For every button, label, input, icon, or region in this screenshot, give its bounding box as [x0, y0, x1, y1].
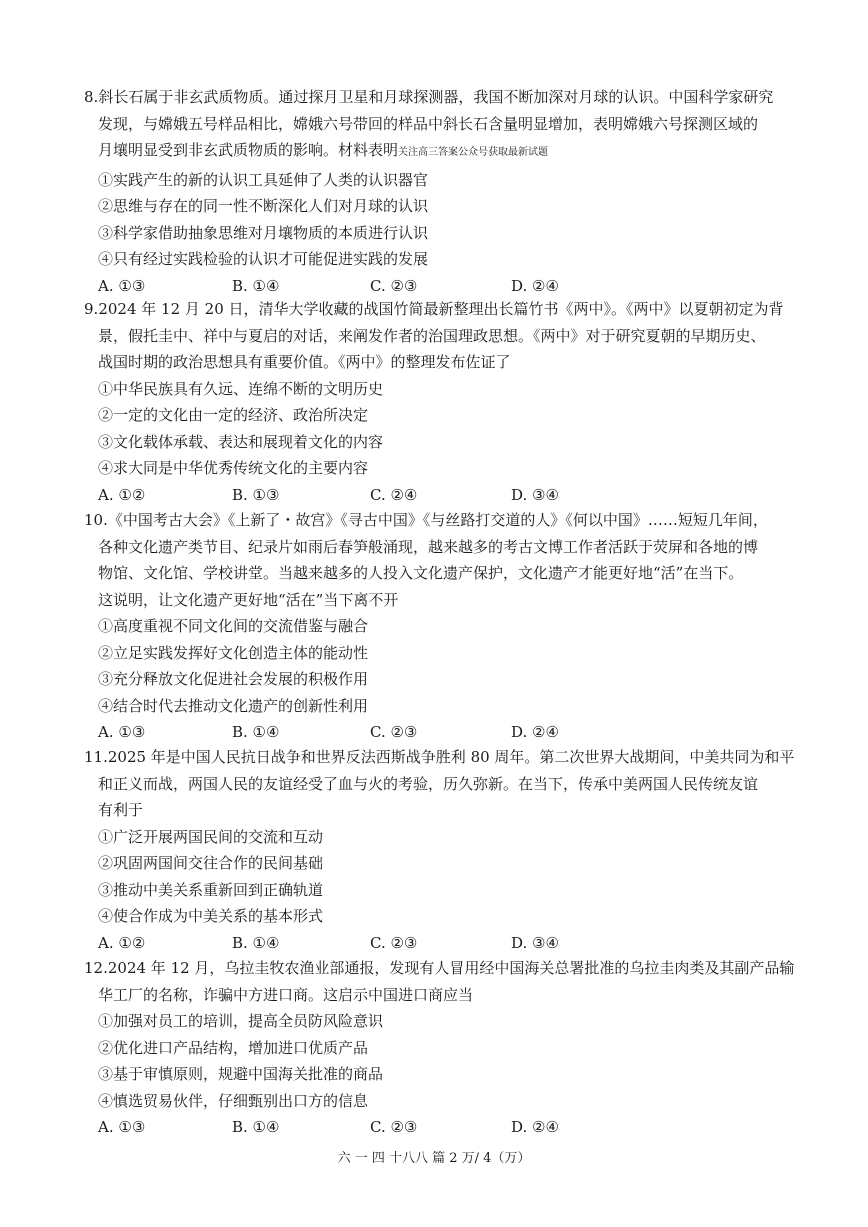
stem-line: 景，假托圭中、祥中与夏启的对话，来阐发作者的治国理政思想。《两中》对于研究夏朝的早期历史、: [98, 326, 766, 345]
option-line: ③基于审慎原则，规避中国海关批准的商品: [98, 1065, 384, 1083]
answer-choices: [84, 1114, 800, 1141]
choice-d: D. ②④: [511, 276, 559, 295]
choice-b: B. ①④: [232, 723, 280, 741]
page-footer: 六 一 四 十八八 篇 2 万/ 4（万）: [337, 1151, 531, 1166]
stem-line: 斜长石属于非玄武质物质。通过探月卫星和月球探测器，我国不断加深对月球的认识。中国科学家研究: [98, 88, 774, 106]
option-line: ③科学家借助抽象思维对月壤物质的本质进行认识: [98, 223, 429, 242]
choice-a: A. ①③: [98, 723, 146, 741]
choice-b: B. ①④: [232, 933, 280, 952]
question-stem: [84, 955, 800, 1008]
stem-line: 发现，与嫦娥五号样品相比，嫦娥六号带回的样品中斜长石含量明显增加，表明嫦娥六号探测区域的: [98, 114, 759, 133]
option-line: ③文化载体承载、表达和展现着文化的内容: [98, 432, 384, 451]
option-line: ①加强对员工的培训，提高全员防风险意识: [98, 1012, 384, 1030]
option-line: ②优化进口产品结构，增加进口优质产品: [98, 1038, 369, 1057]
question-number: 11.: [84, 748, 108, 766]
choice-d: D. ③④: [511, 485, 559, 504]
choice-b: B. ①④: [232, 1118, 280, 1136]
stem-line: 华工厂的名称，诈骗中方进口商。这启示中国进口商应当: [98, 985, 474, 1004]
stem-line: 2024 年 12 月 20 日，清华大学收藏的战国竹简最新整理出长篇竹书《两中》。《两中》以夏朝初定为背: [98, 300, 784, 318]
choice-c: C. ②④: [370, 485, 418, 504]
question-12: [84, 955, 800, 1141]
stem-line: 各种文化遗产类节目、纪录片如雨后春笋般涌现，越来越多的考古文博工作者活跃于荧屏和各地的博: [98, 537, 759, 556]
answer-choices: [84, 482, 800, 509]
choice-d: D. ②④: [511, 1118, 559, 1136]
stem-line: 战国时期的政治思想具有重要价值。《两中》的整理发布佐证了: [98, 353, 511, 371]
question-9: [84, 296, 800, 508]
option-line: ①中华民族具有久远、连绵不断的文明历史: [98, 379, 384, 398]
question-stem: [84, 744, 800, 824]
choice-c: C. ②③: [370, 933, 418, 952]
question-number: 8.: [84, 88, 99, 106]
answer-choices: [84, 719, 800, 746]
choice-a: A. ①②: [98, 485, 146, 504]
stem-line: 《中国考古大会》《上新了・故宫》《寻古中国》《与丝路打交道的人》《何以中国》……短短几年间，: [107, 511, 768, 529]
choice-b: B. ①③: [232, 485, 280, 504]
question-number: 10.: [84, 511, 108, 529]
option-line: ④结合时代去推动文化遗产的创新性利用: [98, 696, 369, 715]
option-line: ④使合作成为中美关系的基本形式: [98, 907, 324, 925]
option-line: ③推动中美关系重新回到正确轨道: [98, 880, 324, 899]
choice-a: A. ①③: [98, 1118, 146, 1136]
choice-c: C. ②③: [370, 723, 418, 741]
option-line: ④只有经过实践检验的认识才可能促进实践的发展: [98, 250, 429, 268]
option-line: ①实践产生的新的认识工具延伸了人类的认识器官: [98, 170, 429, 189]
stem-line: 2024 年 12 月，乌拉圭牧农渔业部通报，发现有人冒用经中国海关总署批准的乌拉圭肉类及其副产品输: [107, 959, 795, 977]
question-stem: [84, 84, 800, 167]
choice-a: A. ①②: [98, 933, 146, 952]
choice-d: D. ②④: [511, 723, 559, 741]
stem-line: 物馆、文化馆、学校讲堂。当越来越多的人投入文化遗产保护，文化遗产才能更好地“活”在当下。: [98, 564, 744, 582]
question-number: 12.: [84, 959, 108, 977]
answer-choices: [84, 930, 800, 957]
option-line: ③充分释放文化促进社会发展的积极作用: [98, 670, 369, 688]
choice-d: D. ③④: [511, 933, 559, 952]
question-8: [84, 84, 800, 299]
choice-b: B. ①④: [232, 276, 280, 295]
choice-a: A. ①③: [98, 276, 146, 295]
question-11: [84, 744, 800, 956]
option-line: ②巩固两国间交往合作的民间基础: [98, 854, 324, 872]
option-line: ②一定的文化由一定的经济、政治所决定: [98, 406, 369, 424]
option-line: ④求大同是中华优秀传统文化的主要内容: [98, 459, 369, 477]
stem-line: 和正义而战，两国人民的友谊经受了血与火的考验，历久弥新。在当下，传承中美两国人民传统友谊: [98, 774, 759, 793]
question-stem: [84, 507, 800, 613]
option-line: ①高度重视不同文化间的交流借鉴与融合: [98, 617, 369, 635]
option-line: ②思维与存在的同一性不断深化人们对月球的认识: [98, 197, 429, 215]
question-stem: [84, 296, 800, 376]
stem-line: 这说明，让文化遗产更好地“活在”当下离不开: [98, 590, 399, 609]
question-10: [84, 507, 800, 746]
watermark-note: 关注高三答案公众号获取最新试题: [398, 147, 549, 158]
question-number: 9.: [84, 300, 99, 318]
option-line: ①广泛开展两国民间的交流和互动: [98, 827, 324, 846]
stem-line: 有利于: [98, 801, 144, 819]
stem-line: 2025 年是中国人民抗日战争和世界反法西斯战争胜利 80 周年。第二次世界大战期间，中美共同为和平: [107, 748, 795, 766]
choice-c: C. ②③: [370, 1118, 418, 1136]
option-line: ④慎选贸易伙伴，仔细甄别出口方的信息: [98, 1091, 369, 1110]
option-line: ②立足实践发挥好文化创造主体的能动性: [98, 643, 369, 662]
stem-line: 月壤明显受到非玄武质物质的影响。材料表明: [98, 141, 399, 159]
choice-c: C. ②③: [370, 276, 418, 295]
